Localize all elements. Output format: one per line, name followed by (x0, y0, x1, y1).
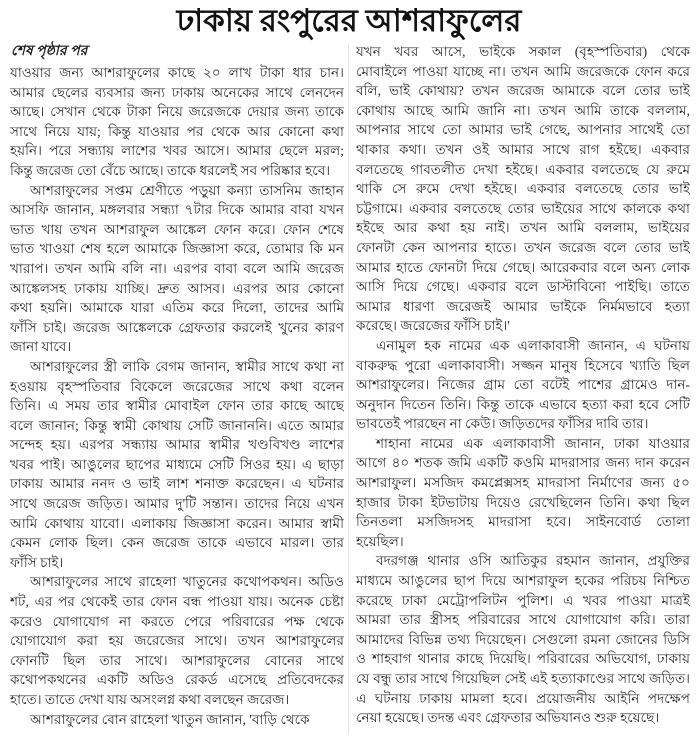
text-line: এনামুল হক নামের এক এলাকাবাসী জানান, এ ঘটনায় (376, 337, 690, 353)
article-paragraph (10, 710, 344, 730)
text-line: নেয়া হয়েছে। তদন্ত এবং গ্রেফতার অভিযানও শুরু হয়েছে। (356, 710, 660, 726)
article-paragraph (10, 63, 344, 181)
text-line: সন্দেহ হয়। এরপর সন্ধ্যায় আমার স্বামীর খণ্ডবিখণ্ড লাশের (10, 437, 344, 453)
text-line: হয়েছিল। (356, 533, 404, 549)
text-line: আমরা তার স্ত্রীসহ পরিবারের সাথে যোগাযোগ করি। তারা (356, 612, 690, 628)
text-line: ফাঁসি চাই। (10, 554, 64, 570)
text-line: কথা হয়নি। আমাকে যারা এতিম করে দিলো, তাদের আমি (10, 300, 344, 316)
text-line: বাকরুদ্ধ পুরো এলাকাবাসী। সজ্জন মানুষ হিসেবে খ্যাতি ছিল (356, 357, 690, 373)
text-line: যে বন্ধু তার সাথে গিয়েছিল সেই এই হত্যাকাণ্ডের সাথে জড়িত। (356, 671, 690, 686)
text-line: আসি দিয়ে গেছে। একবার বলে ডাস্টাবিনো পাইছি। তাতে (356, 279, 690, 295)
text-line: আমাদের বিভিন্ন তথ্য দিয়েছেন। সেগুলো রমনা জোনের ডিসি (356, 631, 690, 647)
continued-from-label: শেষ পৃষ্ঠার পর (11, 44, 88, 59)
text-line: হাজার টাকা ইটভাটায় দিয়েও রেখেছিলেন তিনি। কথা ছিল (356, 494, 690, 510)
text-line: করেছে ঢাকা মেট্রোপলিটন পুলিশ। এ খবর পাওয়া মাত্রই (356, 592, 690, 608)
article-paragraph (356, 336, 690, 434)
text-line: বলতেছে গাবতলীত দেখা হইছে। একবার বলতেছে যে রুমে (356, 161, 690, 177)
text-line: জানা যাবে। (10, 339, 72, 355)
article-paragraph (356, 434, 690, 552)
text-line: আশরাফুলের সাথে রাহেলা খাতুনের কথোপকথন। অডিও (30, 574, 344, 590)
text-line: আমি কোথায় যাবো। এলাকায় জিজ্ঞাসা করেন। আমার স্বামী (10, 515, 344, 531)
text-line: আসফি জানান, মঙ্গলবার সন্ধ্যা ৭টার দিকে আমার বাবা যখন (10, 202, 344, 218)
text-line: খারাপ। তখন আমি বলি না। এরপর বাবা বলে আমি জরেজ (10, 260, 344, 276)
text-line: হাতে। তাতে দেখা যায় অসংলগ্ন কথা বলছেন জরেজ। (10, 692, 290, 707)
text-line: আশরাফুলের স্ত্রী লাকি বেগম জানান, স্বামীর সাথে কথা না (30, 358, 344, 374)
text-line: আছে। সেখান থেকে টাকা নিয়ে জরেজকে দেয়ার জন্য তাকে (10, 104, 344, 120)
text-line: আশরাফুলের বোন রাহেলা খাতুন জানান, 'বাড়ি থেকে (30, 711, 310, 727)
text-line: আমার ধারণা জরেজই আমার ভাইকে নির্মমভাবে হত্যা (356, 298, 690, 314)
text-line: তিনতলা মসজিদসহ মাদরাসা হবে। সাইনবোর্ড তোলা (356, 514, 690, 530)
text-line: আশরাফুলের। নিজের গ্রাম তো বটেই পাশের গ্রামেও দান- (356, 377, 690, 393)
text-line: মাধ্যমে আঙুলের ছাপ দিয়ে আশরাফুল হকের পরিচয় নিশ্চিত (356, 573, 690, 589)
text-line: আঙ্কেলসহ ঢাকায় যাচ্ছি। দ্রুত আসব। এরপর আর কোনো (10, 280, 344, 296)
text-line: মোবাইলে পাওয়া যাচ্ছে না। তখন আমি জরেজকে ফোন করে (356, 63, 690, 79)
text-line: ভাত খায় তখন আশরাফুল আঙ্কেল ফোন করে। ফোন শেষে (10, 221, 344, 237)
text-line: করেও যোগাযোগ না করতে পেরে পরিবারের পক্ষ থেকে (10, 613, 344, 629)
article-paragraph (10, 181, 344, 357)
text-line: ফাঁসি চাই। জরেজ আঙ্কেলকে গ্রেফতার করলেই খুনের কারণ (10, 319, 344, 335)
text-line: করেছে। জরেজের ফাঁসি চাই।' (356, 318, 510, 334)
article-column-right (356, 42, 690, 728)
text-line: অনুদান দিতেন তিনি। কিন্তু তাকে এভাবে হত্যা করা হবে সেটি (356, 396, 690, 412)
article-paragraph (10, 572, 344, 709)
text-line: থাকার কথা। তখন ওই আমার সাথে রাগ হইছে। একবার (356, 141, 690, 157)
text-line: আপনার সাথে তো আমার ভাই গেছে, আপনার সাথেই তো (356, 122, 690, 138)
text-line: চট্টগামে। একবার বলতেছে তোর ভাইয়ের সাথে কালকে কথা (356, 200, 690, 216)
text-line: যাওয়ার জন্য আশরাফুলের কাছে ২০ লাখ টাকা ধার চান। (10, 65, 344, 80)
text-line: সাথে জরেজ জড়িত। আমার দু'টি সন্তান। তাদের নিয়ে এখন (10, 496, 344, 512)
text-line: ভাত খাওয়া শেষ হলে আমাকে জিজ্ঞাসা করে, তোমার কি মন (10, 241, 344, 257)
text-line: আগে ৪০ শতক জমি একটি কওমি মাদরাসার জন্য দান করেন (356, 455, 690, 471)
text-line: এ ঘটনায় ঢাকায় মামলা হবে। প্রয়োজনীয় আইনি পদক্ষেপ (356, 690, 690, 706)
text-line: ফোনটি ছিল তার সাথে। আশরাফুলের বোনের সাথে (10, 652, 344, 668)
text-line: ভাবতেই পারছেন না কেউ। জড়িতদের ফাঁসির দাবি তার। (356, 416, 649, 432)
text-line: হয়নি। পরে সন্ধ্যায় লাশের খবর আসে। আমার ছেলে মরল; (10, 143, 344, 159)
text-line: তিনি। এ সময় তার স্বামীর মোবাইল ফোন তার কাছে আছে (10, 398, 344, 414)
headline: ঢাকায় রংপুরের আশরাফুলের (176, 3, 522, 38)
text-line: কথোপকথনের একটি অডিও রেকর্ড এসেছে প্রতিবেদকের (10, 672, 344, 688)
text-line: আশরাফুলের সপ্তম শ্রেণীতে পড়ুয়া কন্যা তাসনিম জাহান (30, 182, 344, 198)
text-line: কোথায় আছে আমি জানি না। তখন আমি তাকে বললাম, (356, 102, 690, 118)
article-paragraph (356, 42, 690, 336)
text-line: ফোনটা কেন আপনার হাতে। তখন জরেজ বলে তোর ভাই (356, 239, 690, 255)
text-line: আমার হাতে ফোনটা দিয়ে গেছে। আরেকবার বলে অন্য লোক (356, 259, 690, 275)
text-line: শট, এর পর থেকেই তার ফোন বন্ধ পাওয়া যায়। অনেক চেষ্টা (10, 594, 344, 610)
text-line: বলি, ভাই কোথায়? তখন জরেজ আমাকে বলে তোর ভাই (356, 83, 690, 99)
text-line: কেমন লোক ছিল। কেন জরেজ তাকে এভাবে মারল। তার (10, 535, 344, 551)
text-line: আমার ছেলের ব্যবসার জন্য ঢাকায় অনেকের সাথে লেনদেন (10, 84, 344, 100)
text-line: হইছে আর কথা হয় নাই। তখন আমি বললাম, ভাইয়ের (356, 220, 690, 236)
text-line: বদরগঞ্জ থানার ওসি আতিকুর রহমান জানান, প্রযুক্তির (376, 553, 690, 569)
text-line: ও শাহবাগ থানার কাছে দিয়েছি। পরিবারের অভিযোগ, ঢাকায় (356, 651, 690, 667)
text-line: যখন খবর আসে, ভাইকে সকাল (বৃহস্পতিবার) থেকে (356, 44, 690, 59)
text-line: সাথে নিয়ে যায়; কিন্তু যাওয়ার পর থেকে আর কোনো কথা (10, 123, 344, 139)
text-line: হওয়ায় বৃহস্পতিবার বিকেলে জরেজের সাথে কথা বলেন (10, 378, 344, 394)
text-line: শাহানা নামের এক এলাকাবাসী জানান, ঢাকা যাওয়ার (376, 435, 690, 451)
text-line: খবর পাই। আঙুলের ছাপের মাধ্যমে সেটি সিওর হয়। এ ছাড়া (10, 456, 344, 472)
text-line: আশরাফুল। মসজিদ কমপ্লেক্সসহ মাদরাসা নির্মাণের জন্য ৫০ (356, 475, 690, 491)
article-paragraph (10, 357, 344, 573)
text-line: কিন্তু জরেজ তো বেঁচে আছে। তাকে ধরলেই সব পরিষ্কার হবে। (10, 162, 331, 178)
text-line: ঢাকায় আমার ননদ ও ভাই লাশ শনাক্ত করেছেন। এ ঘটনার (10, 476, 344, 492)
text-line: থাকি সে রুমে দেখা হইছে। একবার বলতেছে তোর ভাই (356, 181, 690, 197)
article-paragraph (356, 551, 690, 727)
column-divider (348, 44, 349, 734)
text-line: বলে জানান; কিন্তু স্বামী কোথায় সেটি জানাননি। এতে আমার (10, 417, 344, 433)
article-column-left (10, 63, 344, 729)
text-line: যোগাযোগ করা হয় জরেজের সাথে। তখন আশরাফুলের (10, 633, 344, 649)
